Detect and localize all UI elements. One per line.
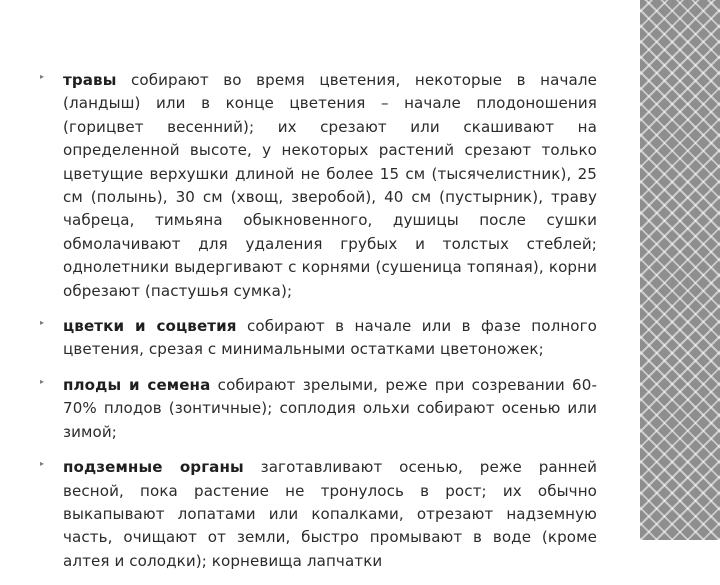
- list-item: [40, 456, 597, 573]
- item-text: [63, 315, 597, 362]
- bullet-arrow-icon: ▸: [40, 376, 45, 386]
- item-text: [63, 374, 597, 444]
- item-description: заготавливают осенью, реже ранней весной, пока растение не тронулось в рост; их обычно выкапывают лопатами или копалками, отрезают надземную часть, очищают от земли, быстро промывают в воде (кроме алтея и солодки); корневища лапчатки: [63, 458, 597, 570]
- list-item: [40, 69, 597, 303]
- bullet-arrow-icon: ▸: [40, 459, 45, 469]
- item-term: травы: [63, 71, 117, 89]
- item-description: собирают в начале или в фазе полного цветения, срезая с минимальными остатками цветоножек;: [63, 317, 598, 359]
- list-item: [40, 315, 597, 362]
- list-item: [40, 374, 597, 444]
- item-term: цветки и соцветия: [63, 317, 237, 336]
- item-term: плоды и семена: [63, 375, 211, 394]
- item-description: собирают во время цветения, некоторые в начале (ландыш) или в конце цветения – начале плодоношения (горицвет весенний); их срезают или скашивают на определенной высоте, у некоторых растений срезают только цветущие верхушки длиной не более 15 см (тысячелистник), 25 см (полынь), 30 см (хвощ, зверобой), 40 см (пустырник), траву чабреца, тимьяна обыкновенного, душицы после сушки обмолачивают для удаления грубых и толстых стеблей; однолетники выдергивают с корнями (сушеница топяная), корни обрезают (пастушья сумка);: [63, 71, 597, 300]
- bullet-arrow-icon: ▸: [40, 318, 45, 328]
- item-term: подземные органы: [63, 458, 244, 477]
- bullet-list: [40, 69, 597, 585]
- bullet-arrow-icon: ▸: [40, 72, 45, 81]
- item-text: [63, 69, 597, 303]
- item-description: собирают зрелыми, реже при созревании 60-70% плодов (зонтичные); соплодия ольхи собирают осенью или зимой;: [63, 375, 597, 441]
- decorative-pattern-strip: [640, 0, 720, 540]
- item-text: [63, 456, 597, 573]
